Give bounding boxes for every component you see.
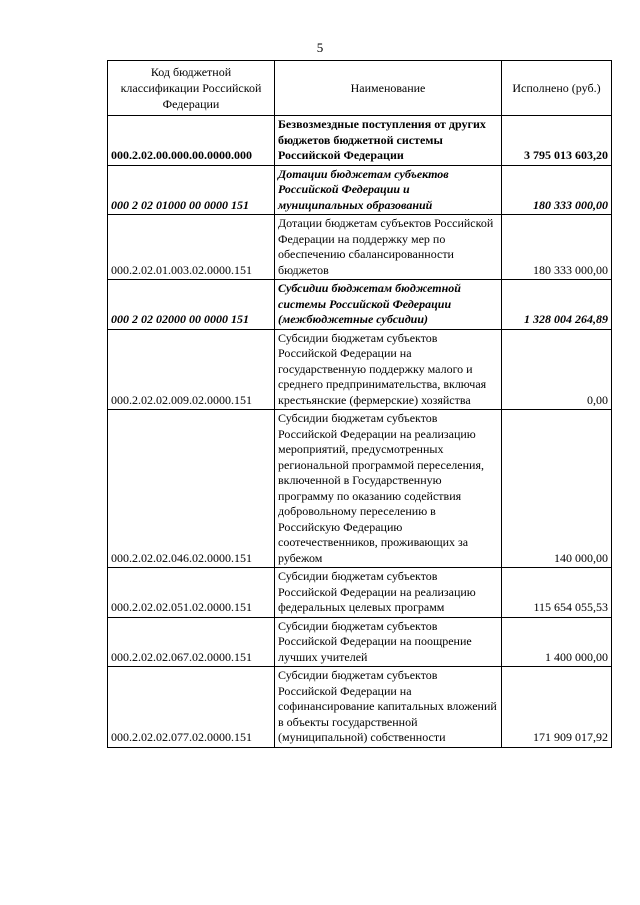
table-row [108,568,612,618]
row-amount: 3 795 013 603,20 [502,116,612,166]
row-code: 000.2.02.00.000.00.0000.000 [108,116,275,166]
table-row [108,280,612,330]
row-name: Дотации бюджетам субъектов Российской Федерации на поддержку мер по обеспечению сбалансированности бюджетов [275,215,502,280]
table-row [108,116,612,166]
budget-table [107,60,612,748]
header-code: Код бюджетной классификации Российской Федерации [108,61,275,116]
row-name: Субсидии бюджетам субъектов Российской Федерации на государственную поддержку малого и среднего предпринимательства, включая крестьянские (фермерские) хозяйства [275,329,502,410]
row-code: 000.2.02.02.046.02.0000.151 [108,410,275,568]
table-row [108,667,612,748]
row-name: Дотации бюджетам субъектов Российской Федерации и муниципальных образований [275,165,502,215]
row-amount: 0,00 [502,329,612,410]
header-amount: Исполнено (руб.) [502,61,612,116]
row-name: Субсидии бюджетам субъектов Российской Федерации на поощрение лучших учителей [275,617,502,667]
table-header-row [108,61,612,116]
row-code: 000 2 02 01000 00 0000 151 [108,165,275,215]
row-amount: 171 909 017,92 [502,667,612,748]
row-amount: 180 333 000,00 [502,215,612,280]
row-code: 000.2.02.01.003.02.0000.151 [108,215,275,280]
row-name: Субсидии бюджетам субъектов Российской Федерации на реализацию федеральных целевых программ [275,568,502,618]
table-row [108,617,612,667]
row-code: 000.2.02.02.009.02.0000.151 [108,329,275,410]
table-row [108,165,612,215]
row-name: Субсидии бюджетам субъектов Российской Федерации на софинансирование капитальных вложений в объекты государственной (муниципальной) собственности [275,667,502,748]
table-row [108,329,612,410]
row-code: 000.2.02.02.067.02.0000.151 [108,617,275,667]
row-amount: 140 000,00 [502,410,612,568]
row-amount: 1 328 004 264,89 [502,280,612,330]
row-amount: 180 333 000,00 [502,165,612,215]
row-name: Субсидии бюджетам субъектов Российской Федерации на реализацию мероприятий, предусмотренных региональной программой переселения, включенной в Государственную программу по оказанию содействия добровольному переселению в Российскую Федерацию соотечественников, проживающих за рубежом [275,410,502,568]
table-row [108,410,612,568]
table-row [108,215,612,280]
row-name: Безвозмездные поступления от других бюджетов бюджетной системы Российской Федерации [275,116,502,166]
row-code: 000 2 02 02000 00 0000 151 [108,280,275,330]
row-code: 000.2.02.02.077.02.0000.151 [108,667,275,748]
row-amount: 115 654 055,53 [502,568,612,618]
row-name: Субсидии бюджетам бюджетной системы Российской Федерации (межбюджетные субсидии) [275,280,502,330]
header-name: Наименование [275,61,502,116]
row-code: 000.2.02.02.051.02.0000.151 [108,568,275,618]
page-number: 5 [316,40,324,55]
row-amount: 1 400 000,00 [502,617,612,667]
